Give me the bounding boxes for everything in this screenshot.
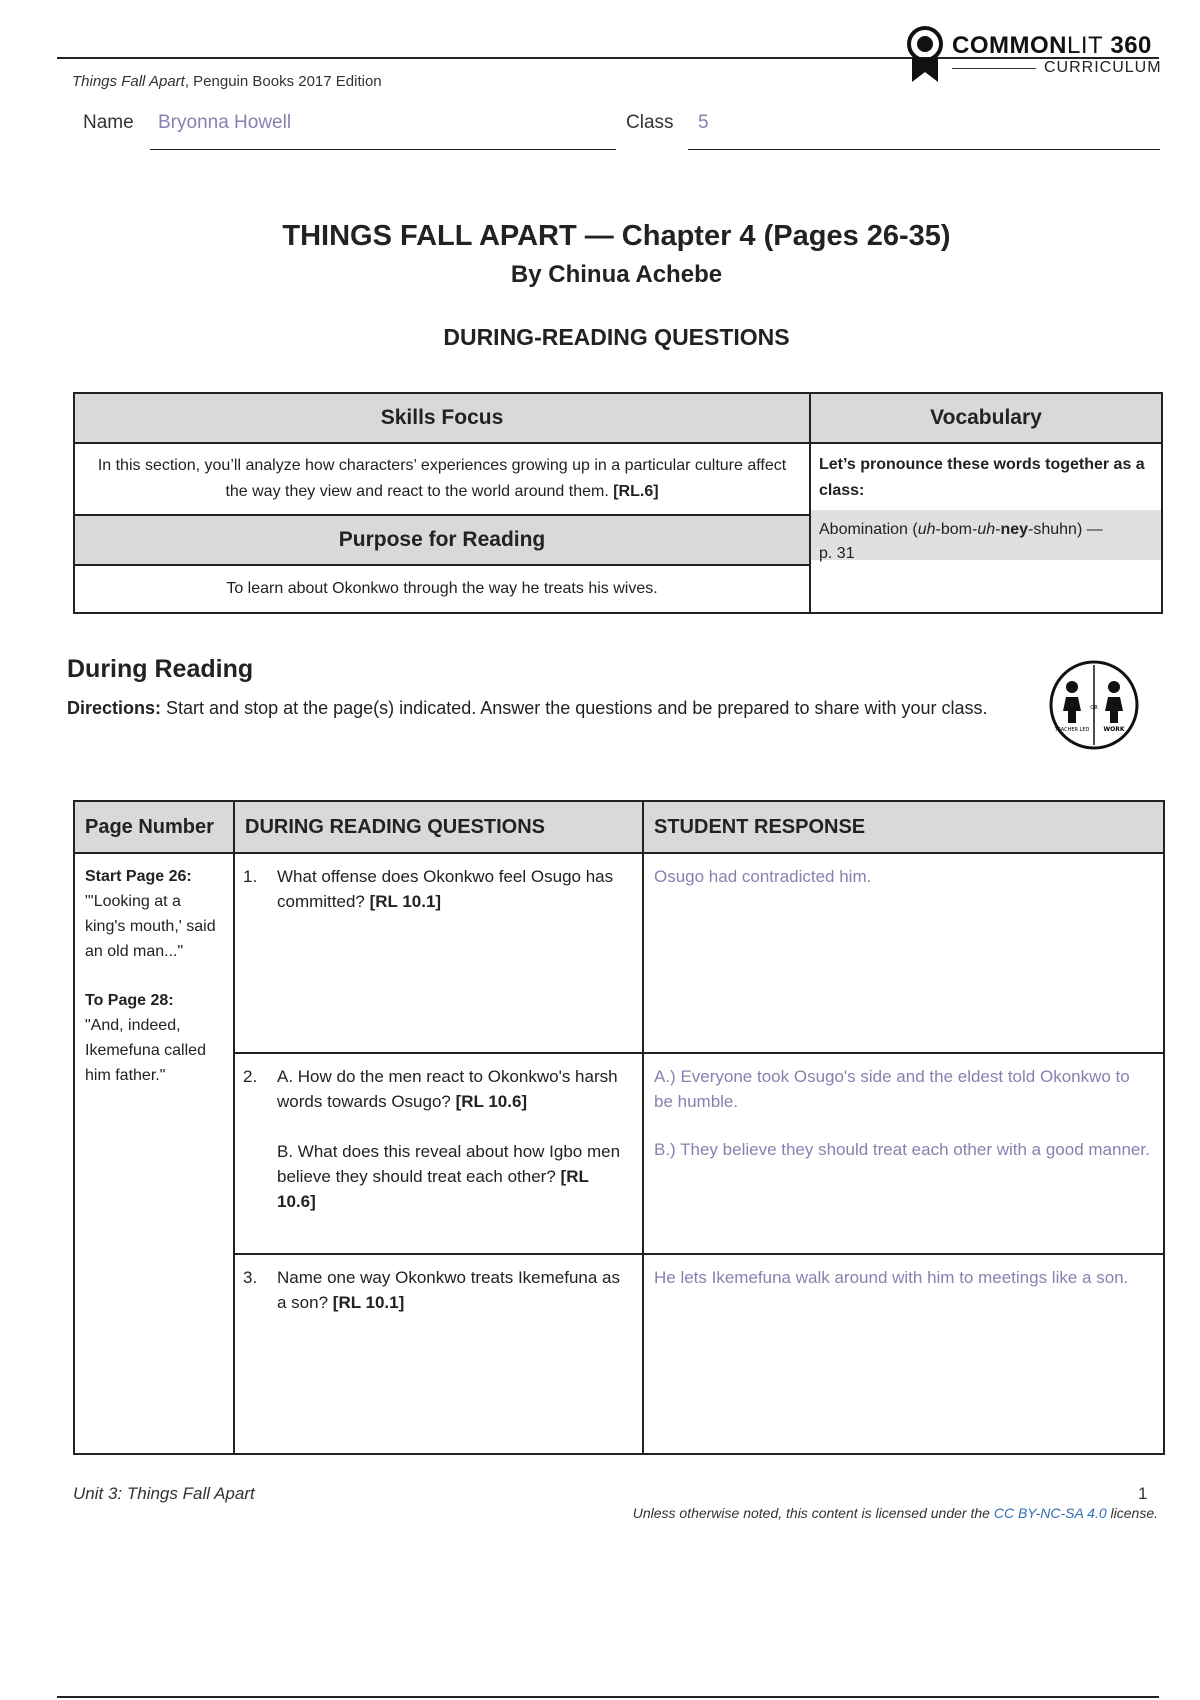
class-label: Class [626,112,674,133]
commonlit-logo [904,24,1164,86]
badge-right-label: WORK [1103,726,1125,733]
vocabulary-cell [810,443,1162,613]
logo-rule [952,68,1036,69]
section-title: DURING-READING QUESTIONS [443,324,790,350]
author-line: By Chinua Achebe [510,261,723,288]
license-link[interactable]: CC BY-NC-SA 4.0 [993,1505,1107,1521]
purpose-text: To learn about Okonkwo through the way he treats his wives. [74,565,810,613]
response-2b[interactable]: B.) They believe they should treat each other with a good manner. [654,1140,1150,1159]
skills-focus-header: Skills Focus [74,393,810,443]
directions-text: Directions: Start and stop at the page(s) indicated. Answer the questions and be prepared to share with your class. [67,698,988,718]
question-1: 1. What offense does Okonkwo feel Osugo has committed? [RL 10.1] [234,853,643,1053]
questions-table [73,800,1165,1455]
table-row [74,1254,1164,1454]
during-reading-title: During Reading [67,655,254,683]
response-1[interactable]: Osugo had contradicted him. [643,853,1164,1053]
class-field[interactable]: 5 [698,112,709,133]
skills-focus-text: In this section, you’ll analyze how characters’ experiences growing up in a particular culture affect the way they view and react to the world around them. [RL.6] [74,443,810,515]
name-label: Name [83,112,134,133]
response-2[interactable] [643,1053,1164,1254]
license-note: Unless otherwise noted, this content is licensed under the CC BY-NC-SA 4.0 license. [632,1505,1158,1521]
question-2: 2. A. How do the men react to Okonkwo's harsh words towards Osugo? [RL 10.6] B. What does this reveal about how Igbo men believe they should treat each other? [RL 10.6] [234,1053,643,1254]
logo-emblem-icon [904,24,946,84]
purpose-header: Purpose for Reading [74,515,810,565]
vocab-word-entry: Abomination (uh-bom-uh-ney-shuhn) — p. 31 [811,510,1161,560]
name-underline [150,149,616,150]
vocab-intro: Let’s pronounce these words together as a class: [819,456,1145,499]
question-3: 3. Name one way Okonkwo treats Ikemefuna as a son? [RL 10.1] [234,1254,643,1454]
badge-left-label: TEACHER LED [1054,727,1090,733]
footer-rule [57,1696,1159,1698]
name-field[interactable]: Bryonna Howell [158,112,292,133]
badge-mid-label: OR [1090,705,1098,711]
table-row [74,1053,1164,1254]
edition-line: Things Fall Apart, Penguin Books 2017 Edition [72,73,382,90]
vocabulary-header: Vocabulary [810,393,1162,443]
page-title: THINGS FALL APART — Chapter 4 (Pages 26-35) [282,220,951,252]
logo-title: COMMONLIT 360 [952,32,1152,59]
col-header-response: STUDENT RESPONSE [643,801,1164,853]
page-range-cell: Start Page 26: "'Looking at a king's mouth,' said an old man..." To Page 28: "And, indeed, Ikemefuna called him father." [74,853,234,1454]
col-header-page: Page Number [74,801,234,853]
skills-table [73,392,1163,614]
response-2a[interactable]: A.) Everyone took Osugo's side and the eldest told Okonkwo to be humble. [654,1067,1130,1111]
col-header-questions: DURING READING QUESTIONS [234,801,643,853]
teacher-led-or-work-icon [1048,659,1140,751]
page-number: 1 [1138,1484,1148,1503]
response-3[interactable]: He lets Ikemefuna walk around with him to meetings like a son. [643,1254,1164,1454]
footer-unit: Unit 3: Things Fall Apart [73,1484,255,1503]
table-row [74,853,1164,1053]
logo-subtitle: CURRICULUM [1044,59,1162,76]
class-underline [688,149,1160,150]
